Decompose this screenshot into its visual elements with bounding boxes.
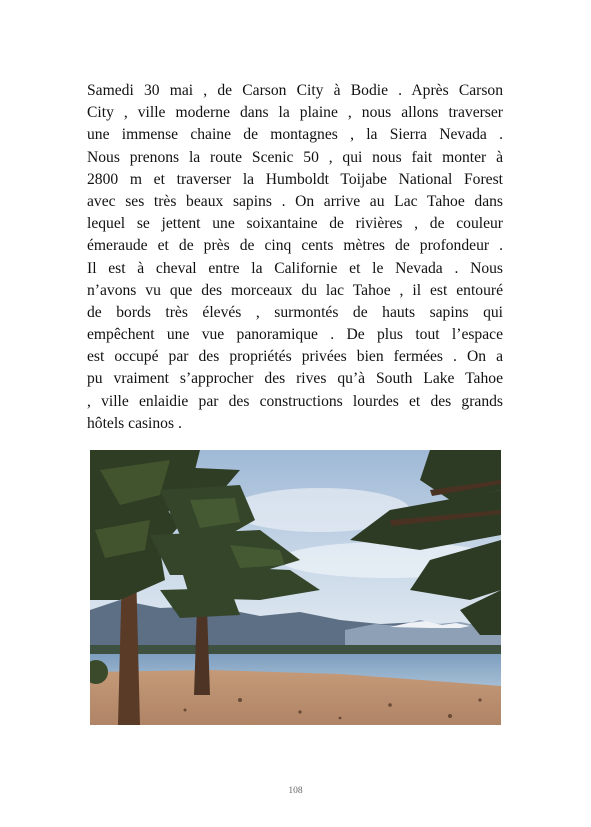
body-paragraph (87, 80, 503, 435)
text-line: n’avons vu que des morceaux du lac Tahoe , il est entouré (87, 281, 503, 299)
text-line: lequel se jettent une soixantaine de rivières , de couleur (87, 215, 503, 233)
text-line: hôtels casinos . (87, 414, 182, 432)
text-line: City , ville moderne dans la plaine , nous allons traverser (87, 104, 503, 122)
text-line: de bords très élevés , surmontés de hauts sapins qui (87, 303, 503, 321)
text-line: avec ses très beaux sapins . On arrive au Lac Tahoe dans (87, 192, 503, 210)
text-line: empêchent une vue panoramique . De plus tout l’espace (87, 326, 503, 344)
page-number: 108 (288, 786, 303, 796)
text-line: 2800 m et traverser la Humboldt Toijabe National Forest (87, 170, 503, 188)
text-line: une immense chaine de montagnes , la Sierra Nevada . (87, 126, 503, 144)
text-line: Nous prenons la route Scenic 50 , qui nous fait monter à (87, 148, 503, 166)
text-line: Il est à cheval entre la Californie et le Nevada . Nous (87, 259, 503, 277)
text-line: Samedi 30 mai , de Carson City à Bodie . Après Carson (87, 82, 503, 99)
text-line: , ville enlaidie par des constructions lourdes et des grands (87, 392, 503, 410)
text-line: émeraude et de près de cinq cents mètres de profondeur . (87, 237, 503, 255)
text-line: pu vraiment s’approcher des rives qu’à South Lake Tahoe (87, 370, 503, 388)
text-line: est occupé par des propriétés privées bien fermées . On a (87, 348, 503, 366)
lake-tahoe-photo (90, 450, 501, 725)
